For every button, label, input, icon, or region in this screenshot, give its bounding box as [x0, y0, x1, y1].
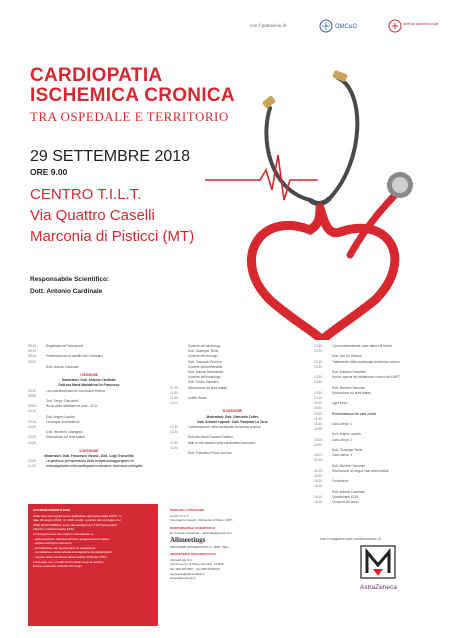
omceo-logo	[318, 16, 376, 36]
program-item	[314, 401, 442, 411]
program-time: 09.50 - 10.10	[28, 404, 38, 414]
stethoscope-joint	[310, 198, 330, 204]
program-description: Caso clinico 1	[332, 422, 352, 427]
program-item	[314, 479, 442, 489]
program-description: Dott. Angelo Lapolla	[46, 414, 75, 419]
org-secretary-line: Tel. 080 5234567 - fax 080 5234568	[170, 566, 220, 571]
sponsor-m-logo	[360, 545, 396, 579]
accreditation-line: effettivi i crediti formativi ECM.	[33, 527, 75, 532]
stethoscope-heart-illustration	[200, 50, 440, 340]
org-secretary-line: Allmeetings S.r.l.	[170, 557, 194, 562]
program-time: 13.50 - 14.10	[314, 390, 324, 401]
program-time: 12.10 - 12.30	[170, 425, 180, 435]
program-item	[170, 451, 295, 456]
program-description: Dott. Antonio Cardinale	[332, 489, 365, 494]
program-description: Dott. Giancarlo Pecchia	[188, 359, 222, 364]
program-column-1	[28, 344, 150, 470]
program-time: 16.00 - 16.15	[314, 453, 324, 463]
accreditation-line: - rispetto delle condizioni della verifica richiesta (75%)	[33, 554, 107, 559]
organizer-box	[166, 504, 296, 626]
program-description: Dott. Francesco Paolo Somma	[188, 451, 232, 456]
program-item	[28, 435, 150, 445]
venue-name: CENTRO T.I.L.T.	[30, 186, 142, 203]
program-description: Dott. Vincenzo Castagnoli	[46, 430, 83, 435]
program-description: Discussione su singoli casi clinici trattati	[332, 468, 389, 473]
program-time: 15.00 - 15.30	[314, 411, 324, 421]
venue-street: Via Quattro Caselli	[30, 207, 155, 224]
accreditation-text	[33, 514, 153, 569]
scientific-name: Dott. Antonio Cardinale	[30, 288, 103, 295]
program-description: Discussione sui temi trattati	[46, 435, 85, 440]
program-time: 15.45 - 16.00	[314, 437, 324, 447]
program-time	[28, 365, 46, 370]
venue-info-line: Centro T.I.L.T.	[170, 513, 190, 518]
svg-text:OMCeO: OMCeO	[335, 24, 358, 30]
scientific-label: Responsabile Scientifico:	[30, 276, 110, 283]
program-description: Coffee Break	[188, 396, 207, 401]
session-heading: I SESSIONE	[79, 373, 99, 378]
program-time: 11.30 - 11.50	[170, 385, 180, 395]
program-time: 11.50 - 12.10	[170, 396, 180, 406]
program-description: Dott. Antonio Cardinale	[46, 364, 79, 369]
program-description: Dott. Edoardo Ranchelli	[332, 370, 366, 375]
program-description: L'ipercolesterolemia come fattore di rischio	[332, 344, 393, 348]
org-secretary-title: SEGRETERIA ORGANIZZATIVA	[170, 552, 216, 557]
accreditation-line: - compilazione della scheda di anagrafica dei partecipanti	[33, 550, 112, 555]
program-column-3	[314, 344, 442, 505]
chestpiece-inner	[392, 177, 408, 193]
accreditation-line: Sulla base del regolamento applicativo approvato dalla CNFC, in	[33, 513, 122, 518]
program-description: Dott. Vito De Simone	[332, 354, 362, 359]
org-secretary-line: www.allmeetings.it	[170, 576, 196, 581]
program-time: 16.45	[314, 494, 322, 499]
asl-logo	[388, 16, 448, 36]
accreditation-line: data 08 giugno 2018, rif. 4000 crediti, a partire dal conteggio del	[33, 518, 121, 523]
program-time: 15.30 - 15.45	[314, 422, 324, 432]
program-description: L'alimentazione nella cardiopatia ischemica cronica	[188, 425, 261, 430]
program-description: Light lunch	[332, 401, 348, 406]
program-description: Dott. Giuseppe Tenisi	[188, 349, 219, 354]
moderators: Moderatori: Dott. Giancarlo Celieri	[206, 414, 259, 419]
moderators: Moderatori: Dott. Francesco Vivona - Dott. Luigi Truncellito	[44, 454, 134, 459]
heart-tube	[251, 208, 394, 340]
event-venue	[30, 184, 194, 247]
program-description: La gestione perioperatoria della terapia antiaggregante ed anticoagulante nella cardiopatia ischemica: decisione collegiale	[46, 459, 143, 469]
patronage-label: con il patrocinio di	[250, 23, 287, 28]
accreditation-line: L'attestato con i crediti verrà inviato dopo la verifica.	[33, 559, 104, 564]
program-item	[28, 404, 150, 414]
program-item	[314, 360, 442, 370]
program-time: 09.30 - 09.50	[28, 388, 38, 398]
event-date: 29 SETTEMBRE 2018	[30, 148, 191, 165]
program-item	[314, 500, 442, 505]
program-item	[314, 469, 442, 479]
program-time	[170, 451, 188, 456]
program-description: Dott. Antonio Mazzariello	[188, 370, 224, 375]
sponsor-label: con il supporto non condizionante di	[320, 537, 381, 541]
program-item	[314, 344, 442, 354]
org-secretary-line: segreteria@allmeetings.it	[170, 571, 205, 576]
program-description: Dott. Michele Ciervanie	[332, 463, 365, 468]
secretary-title: RESPONSABILE SCIENTIFICO	[170, 525, 215, 530]
program-description: Ruolo della riabilitazione post - SCA	[46, 404, 97, 409]
accreditation-line: Il conseguimento dei crediti è subordinato a:	[33, 531, 94, 536]
event-time: ORE 9.00	[30, 167, 68, 177]
program-item	[28, 459, 150, 469]
session-heading: III SESSIONE	[222, 409, 243, 414]
program-time: 13.10 - 13.30	[314, 359, 324, 369]
program-time: 14.10 - 15.00	[314, 401, 324, 411]
program-time: 16.45	[314, 500, 322, 505]
program-time: 16.15 - 16.30	[314, 468, 324, 479]
program-item	[170, 386, 295, 396]
provider-line: PROVIDER ACCREDITATO N. 4000 - Bari	[170, 544, 229, 549]
program-time: 08.30 - 09.15	[28, 344, 38, 354]
allmeetings-logo: Allmeetings	[170, 535, 206, 544]
program-description: La terapia di dimissione	[46, 419, 80, 424]
program-description: Dott. Tonino Valentino	[188, 380, 219, 385]
sponsor-name: AstraZeneca	[360, 584, 397, 591]
program-time: 16.30 - 16.45	[314, 479, 324, 489]
accreditation-line: - compilazione del questionario di valutazione	[33, 545, 96, 550]
svg-text:azienda sanitaria locale: azienda sanitaria locale	[403, 22, 439, 26]
program-item	[314, 391, 442, 401]
program-description: Discussione sui temi trattati	[332, 390, 371, 395]
program-description: Registrazione Partecipanti	[46, 344, 84, 348]
program-time: 12.50 - 13.10	[314, 344, 324, 354]
program-description: Dott. Angelo Lapolla	[332, 432, 361, 437]
program-description: La rivascolarizzazione miocardica elettiva	[46, 388, 105, 393]
org-secretary-line: Via Vincenzo di Piano Pensieri, 12 Bari	[170, 562, 224, 567]
accreditation-line: - partecipazione effettiva all'intero programma formativo	[33, 536, 110, 541]
program-item	[28, 389, 150, 399]
earpiece-left	[262, 95, 276, 109]
title-line-1: CARDIOPATIA	[30, 65, 163, 86]
program-time: 12.30 - 12.50	[170, 440, 180, 450]
program-column-2	[170, 344, 295, 456]
subtitle: TRA OSPEDALE E TERRITORIO	[30, 109, 229, 124]
moderators: Moderatori: Dott. Antonio Cardinale	[62, 378, 116, 383]
session-heading: II SESSIONE	[79, 448, 99, 453]
org-secretary-text	[170, 558, 292, 581]
program-item	[314, 438, 442, 448]
program-description: Questionario ECM	[332, 494, 359, 499]
venue-info-text	[170, 514, 292, 523]
program-time: 10.30 - 10.50	[28, 435, 38, 445]
program-time: 10.10 - 10.30	[28, 419, 38, 430]
patronage-bar	[250, 14, 450, 40]
program-item	[314, 412, 442, 422]
program-description: Caso clinico 2	[332, 437, 352, 442]
program-item	[28, 365, 150, 370]
accreditation-line: 2018 (ECM 228851), sono stati attribuiti per il 18 Partecipanti	[33, 522, 117, 527]
program-description: Trattamento della cardiopatia ischemica cronica	[332, 359, 400, 364]
program-description: Il parere dell'ematologo	[188, 375, 222, 380]
program-description: Dott. Sergio Ciaccarelli	[46, 399, 79, 404]
program-description: Stile di vita salutare nella cardiopatia ischemica	[188, 440, 255, 445]
secretary-line: Dr. Antonio Cardinale - cardinale@gmail.com	[170, 531, 232, 536]
provider-text	[170, 545, 292, 550]
moderators: Dott.ssa Maria Maddalena De Francesco	[58, 383, 120, 388]
stethoscope-ear-tube-right	[330, 78, 357, 198]
program-description: Il parere del chirurgo	[188, 354, 218, 359]
program-description: Dott. Michele Ciervanie	[332, 385, 365, 390]
program-description: Il parere dell'anestesista	[188, 364, 223, 369]
program-item	[314, 453, 442, 463]
venue-city: Marconia di Pisticci (MT)	[30, 228, 195, 245]
program-item	[170, 441, 295, 451]
program-description: Dott.ssa Maria Rosaria Grattieri	[188, 435, 233, 440]
venue-info-title: SEDE DEL CONVEGNO	[170, 508, 205, 512]
accreditation-line: - verifica dell'apprendimento	[33, 541, 72, 546]
program-description: Caso clinico 3	[332, 453, 352, 458]
program-time: 09.15 - 09.30	[28, 354, 38, 364]
program-description: Discussione sui temi trattati	[188, 385, 227, 390]
accreditation-line: Evento destinato a Medici Chirurghi	[33, 564, 82, 569]
program-item	[28, 354, 150, 364]
program-description: Conclusioni	[332, 479, 349, 484]
program-item	[170, 396, 295, 406]
program-description: Chiusura dei lavori	[332, 500, 359, 505]
program-time: 13.30 - 13.50	[314, 375, 324, 385]
program-item	[314, 375, 442, 385]
program-description: Presentazione dei casi clinici	[332, 411, 377, 416]
program-time: 10.50 - 11.30	[28, 459, 38, 469]
program-description: Il parere del cardiologo	[188, 344, 221, 348]
program-item	[28, 420, 150, 430]
program-item	[170, 425, 295, 435]
moderators: Dott. Antonio Lapova - Dott. Pasquale La Torre	[197, 419, 268, 424]
ecg-line	[205, 155, 318, 200]
program-item	[314, 422, 442, 432]
venue-info-line: Via Quattro Caselli - Marconia di Pisticci (MT)	[170, 518, 233, 523]
title-line-2: ISCHEMICA CRONICA	[30, 85, 235, 106]
program-description: Nuove opzioni nel trattamento cronico dei DAPT	[332, 375, 401, 380]
program-item	[28, 344, 150, 354]
accreditation-title: ACCREDITAMENTO ECM	[33, 508, 70, 512]
program-description: Dott. Giuseppe Tenisi	[332, 448, 363, 453]
accreditation-box	[28, 504, 158, 626]
program-description: Presentazione ed obiettivi del Convegno	[46, 354, 104, 359]
